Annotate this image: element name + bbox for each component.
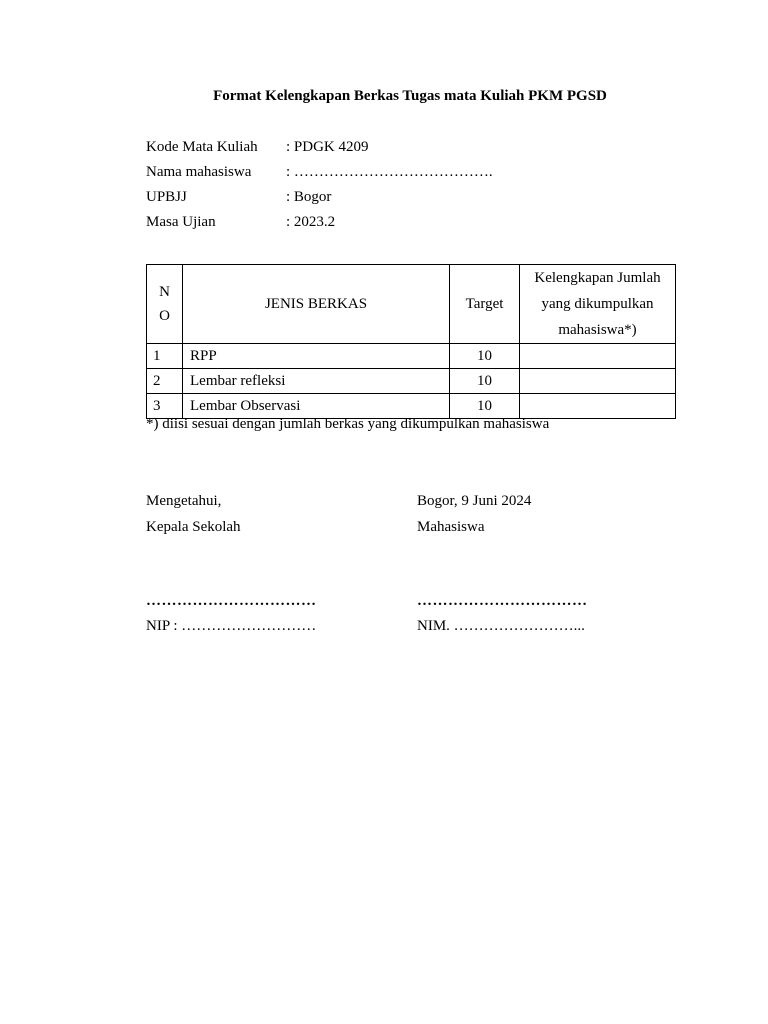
header-kelengkapan-line2: yang dikumpulkan [541, 296, 654, 312]
signature-left [146, 491, 241, 543]
header-jenis: JENIS BERKAS [183, 265, 450, 344]
cell-kelengkapan [520, 344, 676, 369]
signature-left-line1: Mengetahui, [146, 493, 222, 509]
cell-kelengkapan [520, 394, 676, 419]
cell-kelengkapan [520, 369, 676, 394]
document-title: Format Kelengkapan Berkas Tugas mata Kuliah PKM PGSD [213, 88, 607, 104]
meta-label: Nama mahasiswa [146, 164, 252, 180]
header-no-line2: O [159, 308, 170, 324]
cell-no: 1 [147, 344, 183, 369]
signature-left-dotted-line: …………………………… [146, 593, 317, 609]
header-no [147, 265, 183, 344]
meta-label: UPBJJ [146, 189, 187, 205]
header-kelengkapan [520, 265, 676, 344]
signature-right-role: Mahasiswa [417, 519, 485, 535]
cell-target: 10 [450, 394, 520, 419]
meta-label: Kode Mata Kuliah [146, 139, 258, 155]
header-target: Target [450, 265, 520, 344]
header-kelengkapan-line3: mahasiswa*) [558, 322, 637, 338]
footnote: *) diisi sesuai dengan jumlah berkas yang dikumpulkan mahasiswa [146, 416, 550, 432]
cell-no: 2 [147, 369, 183, 394]
cell-no: 3 [147, 394, 183, 419]
meta-section [146, 137, 493, 237]
meta-row-nama [146, 162, 493, 187]
header-kelengkapan-line1: Kelengkapan Jumlah [534, 270, 661, 286]
berkas-table [146, 264, 676, 419]
cell-jenis: Lembar Observasi [183, 394, 450, 419]
meta-row-kode [146, 137, 493, 162]
table-row [147, 369, 676, 394]
cell-jenis: Lembar refleksi [183, 369, 450, 394]
signature-right-dotted-line: …………………………… [417, 593, 588, 609]
meta-row-upbjj [146, 187, 493, 212]
signature-left-role: Kepala Sekolah [146, 519, 241, 535]
meta-value: : 2023.2 [286, 214, 336, 230]
meta-value: : Bogor [286, 189, 332, 205]
cell-jenis: RPP [183, 344, 450, 369]
cell-target: 10 [450, 344, 520, 369]
table-header-row [147, 265, 676, 344]
meta-value: : PDGK 4209 [286, 139, 369, 155]
table-row [147, 344, 676, 369]
meta-value: : …………………………………. [286, 164, 493, 180]
signature-right [417, 491, 531, 543]
table-row [147, 394, 676, 419]
meta-label: Masa Ujian [146, 214, 216, 230]
meta-row-masa-ujian [146, 212, 493, 237]
header-no-line1: N [159, 284, 170, 300]
nip-field: NIP : ……………………… [146, 618, 317, 634]
nim-field: NIM. ……………………... [417, 618, 585, 634]
cell-target: 10 [450, 369, 520, 394]
signature-right-place-date: Bogor, 9 Juni 2024 [417, 493, 532, 509]
